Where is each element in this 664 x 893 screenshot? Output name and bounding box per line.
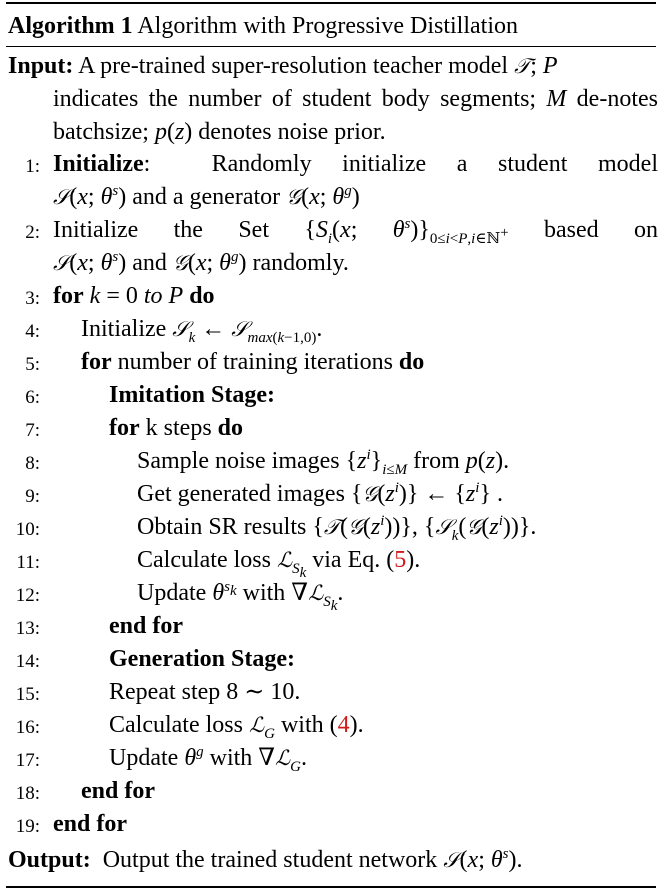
line-number: 15: [15, 684, 40, 705]
equation-reference-link[interactable]: 5 [394, 547, 407, 573]
line-number: 17: [15, 750, 40, 771]
bottom-rule [6, 886, 656, 888]
input-text-cont: indicates the number of student body segments; M de-notes batchsize; p(z) denotes noise prior. [53, 86, 658, 145]
line-number: 2: [25, 222, 40, 243]
line-number: 6: [25, 387, 40, 408]
equation-reference-link[interactable]: 4 [337, 712, 350, 738]
input-label: Input: [8, 53, 74, 79]
input-text: A pre-trained super-resolution teacher model 𝒯; P [78, 53, 558, 79]
line-number: 13: [15, 618, 40, 639]
line-number: 12: [15, 585, 40, 606]
algorithm-block: Algorithm 1 Algorithm with Progressive Distillation Input: A pre-trained super-resolution teacher model 𝒯; P indicates the number of student body segments; M de-notes batchsize; p(z) denotes noise prior. 1: Initialize: Randomly initialize a student model 𝒮(x; $\theta^s$) and a generator 𝒢(x; $\theta^g$) 2: Initialize the Set {$S_i(x$; $\theta^s)\}_{0\le i<P,i\in ℕ^+}$ based on 𝒮(x; $\theta^s$) and 𝒢(x; $\theta^g$) randomly. 3: for k = 0 to P do 4: Initialize 𝒮$_k$ ← 𝒮$_{max(k-1,0)}$. 5: for number of training iterations do 6: Imitation Stage: 7: for k steps do 8: Sample noise images $\{z^i\}_{i\le M}$ from p(z). 9: Get generated images $\{𝒢(z^i)\}$ ← $\{z^i\}$ . 10: Obtain SR results $\{𝒯(𝒢(z^i))\}$, $\{𝒮_k(𝒢(z^i))\}$. 11: Calculate loss ℒ$_{S_k}$ via Eq. (5). 12: Update $\theta^{s_k}$ with ∇ℒ$_{S_k}$. 13: end for 14: Generation Stage: 15: Repeat step 8 ∼ 10. 16: Calculate loss ℒ$_G$ with (4). 17: Update $\theta^g$ with ∇ℒ$_G$. 18: end for 19: end for Output: Output the trained student network 𝒮(x; $\theta^s$). [0, 0, 664, 893]
line-number: 8: [25, 453, 40, 474]
algorithm-title: Algorithm with Progressive Distillation [137, 13, 518, 39]
line-number: 11: [16, 552, 40, 573]
line-number: 4: [25, 321, 40, 342]
output-label: Output: [8, 847, 91, 873]
line-number: 9: [25, 486, 40, 507]
step-1-text: Initialize: Randomly initialize a student model [53, 151, 658, 177]
line-number: 14: [15, 651, 40, 672]
top-rule [6, 2, 656, 4]
line-number: 16: [15, 717, 40, 738]
line-number: 18: [15, 783, 40, 804]
output-block [8, 844, 658, 877]
line-number: 3: [25, 288, 40, 309]
line-number: 1: [25, 156, 40, 177]
line-number: 19: [15, 816, 40, 837]
line-number: 10: [15, 519, 40, 540]
output-text: Output the trained student network 𝒮(x; $\theta^s$). [96, 846, 523, 873]
caption-rule [6, 46, 656, 47]
line-number: 5: [25, 354, 40, 375]
input-block [8, 50, 658, 149]
algorithm-caption [8, 11, 518, 41]
algorithm-label: Algorithm 1 [8, 13, 133, 39]
line-number: 7: [25, 420, 40, 441]
